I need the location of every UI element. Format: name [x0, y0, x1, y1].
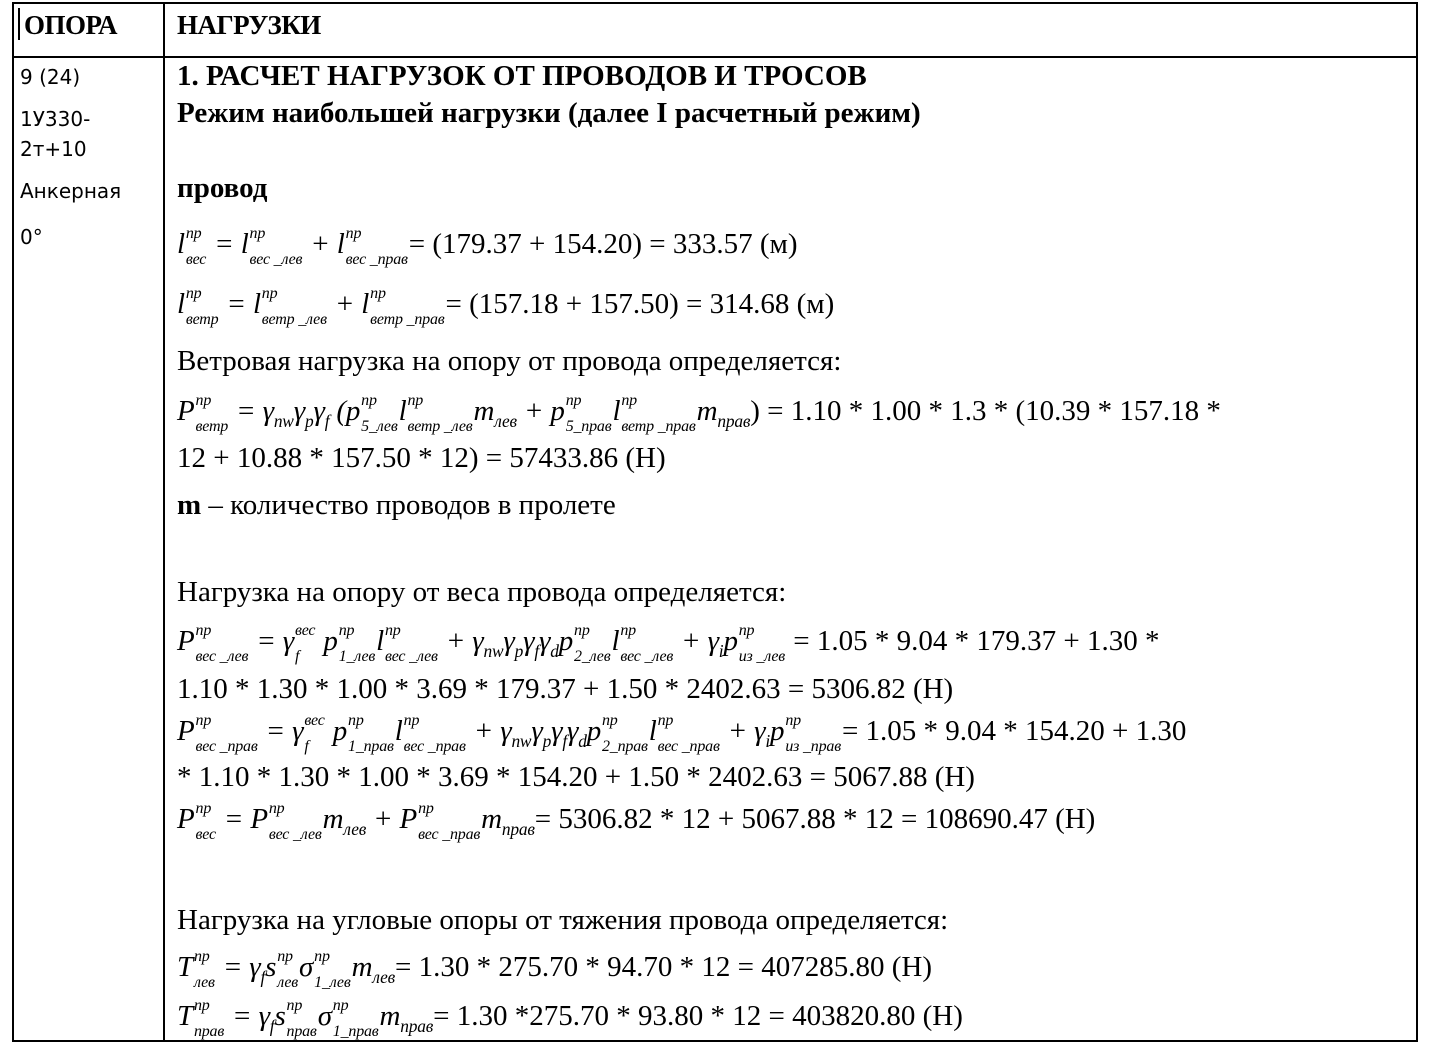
formula-l-ves: l пр вес = l пр вес _лев + l пр вес _прав = (179.37 + 154.20) = 333.57 (м)	[177, 225, 798, 269]
tension-text: Нагрузка на угловые опоры от тяжения провода определяется:	[177, 904, 949, 936]
header-support: ОПОРА	[24, 10, 118, 40]
formula-l-ves-value: = (179.37 + 154.20) = 333.57 (м)	[408, 228, 798, 260]
formula-p-ves-lev-cont: 1.10 * 1.30 * 1.00 * 3.69 * 179.37 + 1.50 * 2402.63 = 5306.82 (Н)	[177, 673, 954, 705]
header-divider	[14, 56, 1416, 58]
formula-p-ves-value: = 5306.82 * 12 + 5067.88 * 12 = 108690.47 (Н)	[534, 803, 1096, 835]
column-divider	[163, 4, 165, 1040]
formula-p-ves-prav: P пр вес _прав = γ вес f p пр 1_прав l пр вес _прав + $\gamma_{nw}\gamma_p\gamma_f\gamma_dp$ пр 2_прав l пр вес _прав + $\gamma_ip$ пр из _прав = 1.05 * 9.04 * 154.20 + 1.30	[177, 712, 1187, 756]
weight-text: Нагрузка на опору от веса провода определяется:	[177, 576, 787, 608]
support-number: 9 (24)	[20, 65, 81, 89]
m-definition	[177, 488, 1415, 522]
formula-p-vetr: P пр ветр = $\gamma_{nw}\gamma_p\gamma_f$ (p пр 5_лев l пр ветр _лев $m_{лев} + p$ пр 5_прав l пр ветр _прав $m_{прав}) = 1.10 * 1.00 * 1.3 * (10.39 * 157.18$ *	[177, 392, 1221, 436]
formula-p-ves: P пр вес = P пр вес _лев $m_{лев} + P$ пр вес _прав $m_{прав}= 5306.82 * 12 + 5067.88 * 12 = 108690.47$ (Н)	[177, 800, 1096, 844]
mode-title: Режим наибольшей нагрузки (далее I расчетный режим)	[177, 97, 921, 129]
wind-text: Ветровая нагрузка на опору от провода определяется:	[177, 345, 842, 377]
support-info	[20, 62, 158, 252]
wire-label: провод	[177, 172, 268, 204]
formula-t-lev: T пр лев = $\gamma_fs$ пр лев σ пр 1_лев $m_{лев}= 1.30 * 275.70 * 94.70 * 12 = 407285.80$ (Н)	[177, 948, 932, 992]
text-cursor	[18, 8, 20, 40]
formula-t-prav-value: = 1.30 *275.70 * 93.80 * 12 = 403820.80 (Н)	[433, 1000, 963, 1032]
formula-l-vetr-value: = (157.18 + 157.50) = 314.68 (м)	[445, 288, 835, 320]
support-angle: 0°	[20, 225, 43, 249]
support-kind: Анкерная	[20, 179, 122, 203]
formula-l-vetr: l пр ветр = l пр ветр _лев + l пр ветр _прав = (157.18 + 157.50) = 314.68 (м)	[177, 285, 835, 329]
header-loads: НАГРУЗКИ	[177, 10, 321, 40]
formula-p-vetr-value: ) = 1.10 * 1.00 * 1.3 * (10.39 * 157.18 *	[750, 395, 1221, 427]
formula-p-vetr-cont: 12 + 10.88 * 157.50 * 12) = 57433.86 (Н)	[177, 442, 666, 474]
formula-p-ves-prav-cont: * 1.10 * 1.30 * 1.00 * 3.69 * 154.20 + 1.50 * 2402.63 = 5067.88 (Н)	[177, 761, 975, 793]
formula-p-ves-prav-value: = 1.05 * 9.04 * 154.20 + 1.30	[841, 715, 1187, 747]
formula-p-ves-lev: P пр вес _лев = γ вес f p пр 1_лев l пр вес _лев + $\gamma_{nw}\gamma_p\gamma_f\gamma_dp$ пр 2_лев l пр вес _лев + $\gamma_ip$ пр из _лев = 1.05 * 9.04 * 179.37 + 1.30 *	[177, 622, 1160, 666]
loads-table	[12, 2, 1418, 1042]
support-type-1: 1У330-	[20, 107, 91, 131]
m-symbol: m	[177, 489, 202, 521]
formula-p-ves-lev-value: = 1.05 * 9.04 * 179.37 + 1.30 *	[786, 625, 1160, 657]
formula-t-prav: T пр прав = $\gamma_fs$ пр прав σ пр 1_прав $m_{прав}= 1.30$ *275.70 * 93.80 * 12 = 403820.80 (Н)	[177, 997, 963, 1041]
support-type-2: 2т+10	[20, 137, 87, 161]
m-text: – количество проводов в пролете	[201, 489, 616, 521]
section-title: 1. РАСЧЕТ НАГРУЗОК ОТ ПРОВОДОВ И ТРОСОВ	[177, 60, 867, 92]
formula-t-lev-value: = 1.30 * 275.70 * 94.70 * 12 = 407285.80 (Н)	[395, 951, 932, 983]
